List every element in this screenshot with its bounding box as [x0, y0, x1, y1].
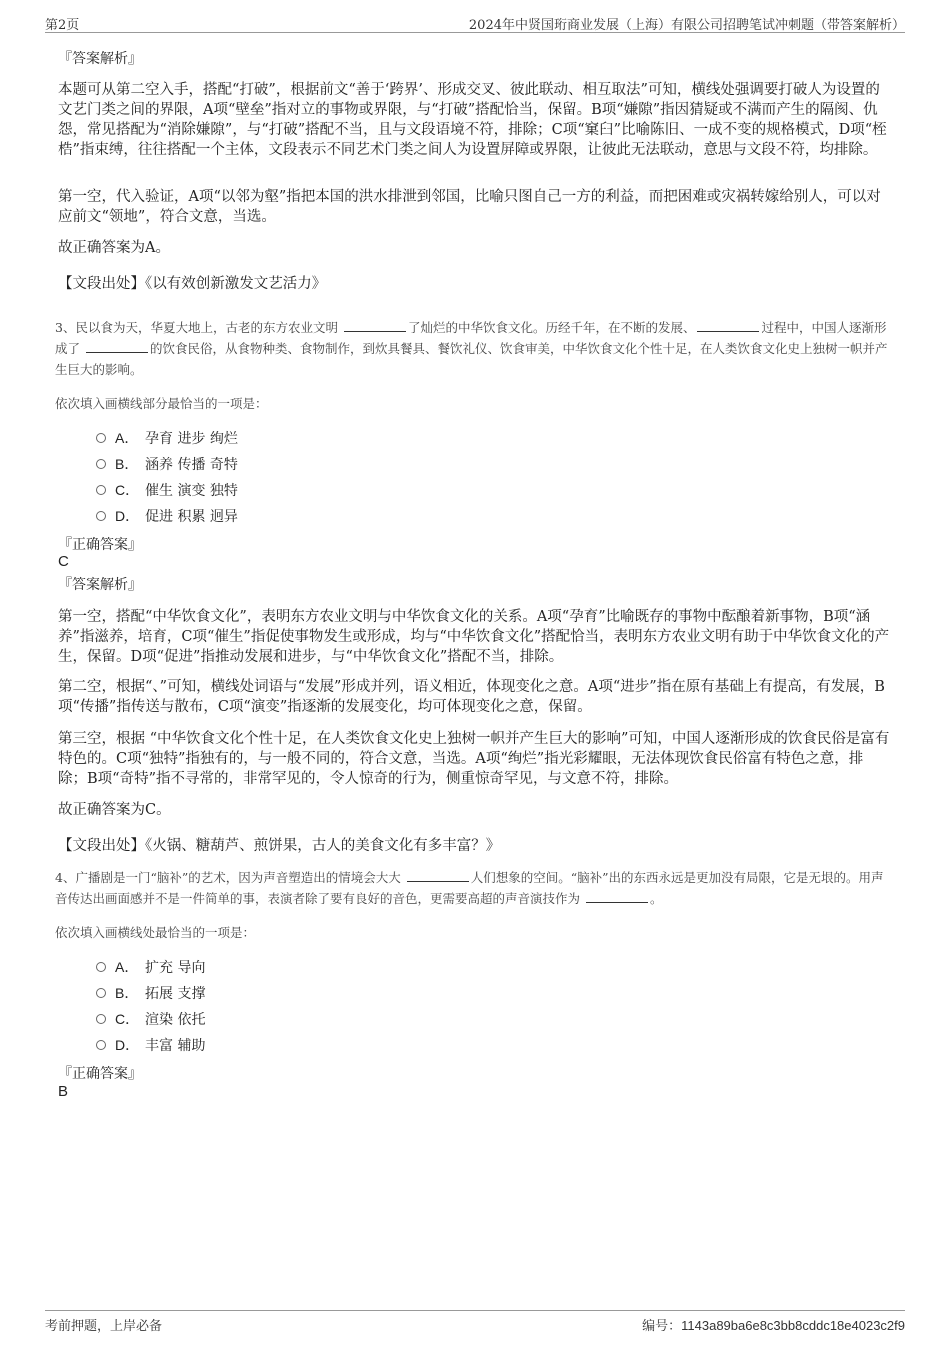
analysis-paragraph: 第三空，根据 “中华饮食文化个性十足，在人类饮食文化史上独树一帜并产生巨大的影响”可知，中国人逐渐形成的饮食民俗是富有特色的。C项“独特”指独有的，与一般不同的，符合文意，当选。A项“绚烂”指光彩耀眼，无法体现饮食民俗富有特色之意，排除；B项“奇特”指不寻常的，非常罕见的，令人惊奇的行为，侧重惊奇罕见，与文意不符，排除。: [58, 731, 890, 787]
fill-blank: [86, 338, 148, 353]
question-prompt: 依次填入画横线处最恰当的一项是：: [55, 925, 256, 940]
option-text: 丰富 辅助: [145, 1038, 206, 1054]
radio-button[interactable]: [96, 511, 106, 521]
option-text: 扩充 导向: [145, 960, 206, 976]
question-text: 了灿烂的中华饮食文化。历经千年，在不断的发展、: [407, 320, 696, 335]
correct-answer: C: [58, 553, 69, 570]
radio-button[interactable]: [96, 485, 106, 495]
option-text: 渲染 依托: [145, 1012, 206, 1028]
fill-blank: [697, 317, 759, 332]
document-title: 2024年中贤国珩商业发展（上海）有限公司招聘笔试冲刺题（带答案解析）: [468, 18, 905, 33]
analysis-paragraph: 第二空，根据“、”可知，横线处词语与“发展”形成并列，语义相近，体现变化之意。A项“进步”指在原有基础上有提高，有发展，B项“传播”指传送与散布，C项“演变”指逐渐的发展变化，均可体现变化之意，保留。: [58, 679, 885, 715]
option-key: D．: [115, 1037, 140, 1053]
question-text: 。: [649, 891, 663, 906]
option-key: D．: [115, 508, 140, 524]
option-text: 涵养 传播 奇特: [145, 457, 238, 473]
page-header: [45, 10, 905, 33]
option-c[interactable]: [96, 1009, 205, 1029]
analysis-paragraph: 本题可从第二空入手，搭配“打破”，根据前文“善于‘跨界’、形成交叉、彼此联动、相互取法”可知，横线处强调要打破人为设置的文艺门类之间的界限，A项“壁垒”指对立的事物或界限，与“打破”搭配恰当，保留。B项“嫌隙”指因猜疑或不满而产生的隔阂、仇怨，常见搭配为“消除嫌隙”，与“打破”搭配不当，且与文段语境不符，排除；C项“窠臼”比喻陈旧、一成不变的规格模式，D项“桎梏”指束缚，往往搭配一个主体，文段表示不同艺术门类之间人为设置屏障或界限，让彼此无法联动，意思与文段不符，均排除。: [58, 82, 887, 158]
source-citation: 【文段出处】《火锅、糖葫芦、煎饼果，古人的美食文化有多丰富？》: [58, 838, 501, 854]
question-text: 4、广播剧是一门“脑补”的艺术，因为声音塑造出的情境会大大: [55, 870, 405, 885]
page-number: 第2页: [45, 18, 80, 33]
option-key: B．: [115, 456, 139, 472]
radio-button[interactable]: [96, 1040, 106, 1050]
option-b[interactable]: [96, 454, 238, 474]
analysis-label: 『答案解析』: [58, 51, 142, 67]
radio-button[interactable]: [96, 459, 106, 469]
fill-blank: [344, 317, 406, 332]
option-c[interactable]: [96, 480, 238, 500]
option-a[interactable]: [96, 428, 238, 448]
option-d[interactable]: [96, 506, 238, 526]
analysis-paragraph: 第一空，搭配“中华饮食文化”，表明东方农业文明与中华饮食文化的关系。A项“孕育”比喻既存的事物中酝酿着新事物，B项“涵养”指滋养，培育，C项“催生”指促使事物发生或形成，均与“中华饮食文化”搭配恰当，表明东方农业文明有助于中华饮食文化的产生，保留。D项“促进”指推动发展和进步，与“中华饮食文化”搭配不当，排除。: [58, 609, 890, 665]
option-key: C．: [115, 1011, 140, 1027]
option-key: A．: [115, 959, 139, 975]
option-text: 促进 积累 迥异: [145, 509, 238, 525]
option-a[interactable]: [96, 957, 205, 977]
option-key: A．: [115, 430, 139, 446]
document-code: [642, 1315, 905, 1334]
option-key: B．: [115, 985, 139, 1001]
correct-answer-label: 『正确答案』: [58, 1066, 142, 1082]
option-text: 孕育 进步 绚烂: [145, 431, 238, 447]
correct-answer-label: 『正确答案』: [58, 537, 142, 553]
correct-answer: B: [58, 1083, 69, 1100]
radio-button[interactable]: [96, 962, 106, 972]
question-text: 的饮食民俗，从食物种类、食物制作，到炊具餐具、餐饮礼仪、饮食审美，中华饮食文化个性十足，在人类饮食文化史上独树一帜并产生巨大的影响。: [55, 341, 888, 377]
option-key: C．: [115, 482, 140, 498]
fill-blank: [407, 867, 469, 882]
option-b[interactable]: [96, 983, 205, 1003]
question-4-stem: [55, 867, 895, 909]
radio-button[interactable]: [96, 988, 106, 998]
question-text: 3、民以食为天，华夏大地上，古老的东方农业文明: [55, 320, 342, 335]
analysis-label: 『答案解析』: [58, 577, 142, 593]
page-footer: [45, 1310, 905, 1335]
question-prompt: 依次填入画横线部分最恰当的一项是：: [55, 396, 268, 411]
code-label: 编号：: [642, 1319, 682, 1334]
question-3-stem: [55, 317, 895, 380]
option-text: 催生 演变 独特: [145, 483, 238, 499]
option-text: 拓展 支撑: [145, 986, 206, 1002]
source-citation: 【文段出处】《以有效创新激发文艺活力》: [58, 276, 327, 292]
code-value: 1143a89ba6e8c3bb8cddc18e4023c2f9: [681, 1318, 905, 1333]
footer-slogan: 考前押题，上岸必备: [45, 1319, 163, 1334]
fill-blank: [586, 888, 648, 903]
analysis-conclusion: 故正确答案为C。: [58, 802, 171, 818]
radio-button[interactable]: [96, 1014, 106, 1024]
option-d[interactable]: [96, 1035, 205, 1055]
question-text: 人们想象的空间。“脑补”出的东西永远是更加没有局限，它是无垠的。用声音传达出画面感并不是一件简单的事，表演者除了要有良好的音色，更需要高超的声音演技作为: [55, 870, 884, 906]
radio-button[interactable]: [96, 433, 106, 443]
question-text: 过程中，中国人逐渐形成了: [55, 320, 887, 356]
analysis-conclusion: 故正确答案为A。: [58, 240, 170, 256]
analysis-paragraph: 第一空，代入验证，A项“以邻为壑”指把本国的洪水排泄到邻国，比喻只图自己一方的利益，而把困难或灾祸转嫁给别人，可以对应前文“领地”，符合文意，当选。: [58, 189, 881, 225]
